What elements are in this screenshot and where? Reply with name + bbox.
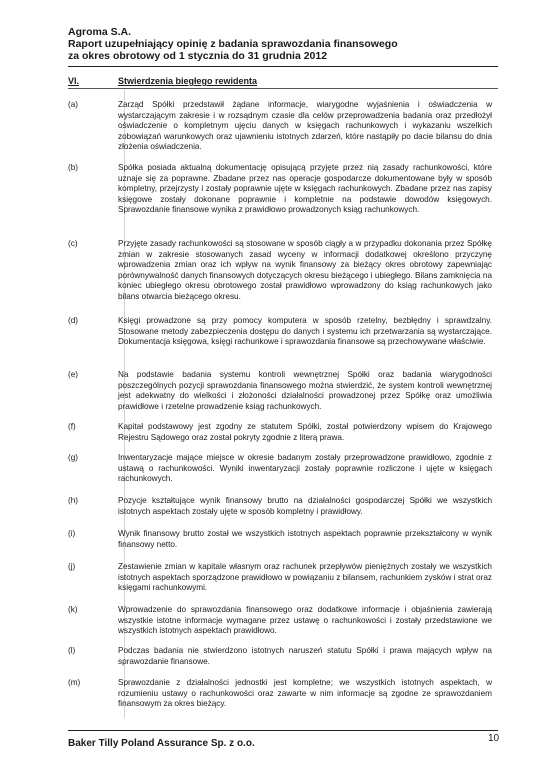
item-letter: (l): [68, 646, 76, 655]
company-name: Agroma S.A.: [68, 26, 132, 38]
item-letter: (a): [68, 100, 79, 109]
report-title-line-2: za okres obrotowy od 1 stycznia do 31 grudnia 2012: [68, 50, 328, 62]
item-letter: (j): [68, 562, 76, 571]
item-letter: (d): [68, 316, 79, 325]
section-title: Stwierdzenia biegłego rewidenta: [118, 76, 258, 86]
item-text: Zestawienie zmian w kapitale własnym oraz rachunek przepływów pieniężnych zostały we wszystkich istotnych aspektach sporządzone prawidłowo w powiązaniu z bilansem, rachunkiem zysków i strat oraz księgami rachunkowymi.: [118, 562, 492, 592]
item-text: Księgi prowadzone są przy pomocy komputera w sposób rzetelny, bezbłędny i sprawdzalny. Stosowane metody zabezpieczenia dostępu do danych i systemu ich przetwarzania są wystarczające. Dokumentacja księgowa, księgi rachunkowe i sprawozdania finansowe są przechowywane właściwie.: [118, 316, 492, 346]
item-letter: (i): [68, 529, 76, 538]
item-letter: (h): [68, 496, 79, 505]
header-rule: [68, 66, 498, 67]
section-number: VI.: [68, 76, 80, 86]
item-letter: (b): [68, 163, 79, 172]
item-text: Wynik finansowy brutto został we wszystkich istotnych aspektach poprawnie przekształcony w wynik finansowy netto.: [118, 529, 492, 549]
item-letter: (g): [68, 453, 79, 462]
item-letter: (e): [68, 370, 79, 379]
item-text: Inwentaryzacje mające miejsce w okresie badanym zostały przeprowadzone prawidłowo, zgodnie z ustawą o rachunkowości. Wyniki inwentaryzacji zostały poprawnie rozliczone i ujęte w księgach rachunkowych.: [118, 453, 492, 483]
item-text: Wprowadzenie do sprawozdania finansowego oraz dodatkowe informacje i objaśnienia zawierają wszystkie istotne informacje wymagane przez ustawę o rachunkowości i zostały przedstawione we wszystkich istotnych aspektach prawidłowo.: [118, 605, 492, 635]
footer-firm-name: Baker Tilly Poland Assurance Sp. z o.o.: [68, 738, 255, 749]
item-text: Kapitał podstawowy jest zgodny ze statutem Spółki, został potwierdzony wpisem do Krajowego Rejestru Sądowego oraz został pokryty zgodnie z literą prawa.: [118, 422, 492, 442]
item-text: Pozycje kształtujące wynik finansowy brutto na działalności gospodarczej Spółki we wszystkich istotnych aspektach zostały ujęte w sposób kompletny i prawidłowy.: [118, 496, 492, 516]
item-letter: (f): [68, 422, 76, 431]
report-title-line-1: Raport uzupełniający opinię z badania sprawozdania finansowego: [68, 38, 398, 50]
item-letter: (c): [68, 239, 78, 248]
item-letter: (m): [68, 678, 81, 687]
item-letter: (k): [68, 605, 78, 614]
item-text: Przyjęte zasady rachunkowości są stosowane w sposób ciągły a w przypadku dokonania przez Spółkę zmian w zakresie stosowanych zasad wyceny w informacji dodatkowej określono przyczynę wprowadzenia zmian oraz ich wpływ na wynik finansowy za bieżący okres obrotowy zapewniając porównywalność danych finansowych dotyczących okresu bieżącego i ubiegłego. Bilans zamknięcia na koniec ubiegłego okresu obrotowego został prawidłowo wprowadzony do ksiąg rachunkowych jako bilans otwarcia bieżącego okresu.: [118, 239, 492, 301]
footer-rule: [68, 730, 498, 731]
page-number: 10: [488, 733, 500, 744]
item-text: Na podstawie badania systemu kontroli wewnętrznej Spółki oraz badania wiarygodności poszczególnych pozycji sprawozdania finansowego można stwierdzić, że system kontroli wewnętrznej jest adekwatny do wielkości i złożoności działalności prowadzonej przez Spółkę oraz umożliwia prawidłowe i rzetelne prowadzenie ksiąg rachunkowych.: [118, 370, 492, 411]
item-text: Podczas badania nie stwierdzono istotnych naruszeń statutu Spółki i prawa mających wpływ na sprawozdanie finansowe.: [118, 646, 492, 666]
item-text: Spółka posiada aktualną dokumentację opisującą przyjęte przez nią zasady rachunkowości, które uznaje się za poprawne. Zbadane przez nas operacje gospodarcze dokumentowane były w sposób kompletny, przejrzysty i zostały poprawnie ujęte w księgach rachunkowych. Zbadane przez nas zapisy księgowe zostały dokonane poprawnie i kompletnie na podstawie dowodów księgowych. Sprawozdanie finansowe wynika z prawidłowo prowadzonych ksiąg rachunkowych.: [118, 163, 492, 214]
item-text: Zarząd Spółki przedstawił żądane informacje, wiarygodne wyjaśnienia i oświadczenia w wystarczającym zakresie i w rozsądnym czasie dla celów przeprowadzenia badania oraz przedłożył oświadczenie o kompletnym ujęciu danych w księgach rachunkowych i wykazaniu wszelkich zobowiązań warunkowych oraz ujawnieniu istotnych zdarzeń, które nastąpiły po dacie bilansu do dnia złożenia oświadczenia.: [118, 100, 492, 151]
section-rule: [68, 88, 498, 89]
report-header: [68, 26, 528, 62]
item-text: Sprawozdanie z działalności jednostki jest kompletne; we wszystkich istotnych aspektach, w rozumieniu ustawy o rachunkowości oraz zawarte w nim informacje są zgodne ze sprawozdaniem finansowym za okres bieżący.: [118, 678, 492, 708]
